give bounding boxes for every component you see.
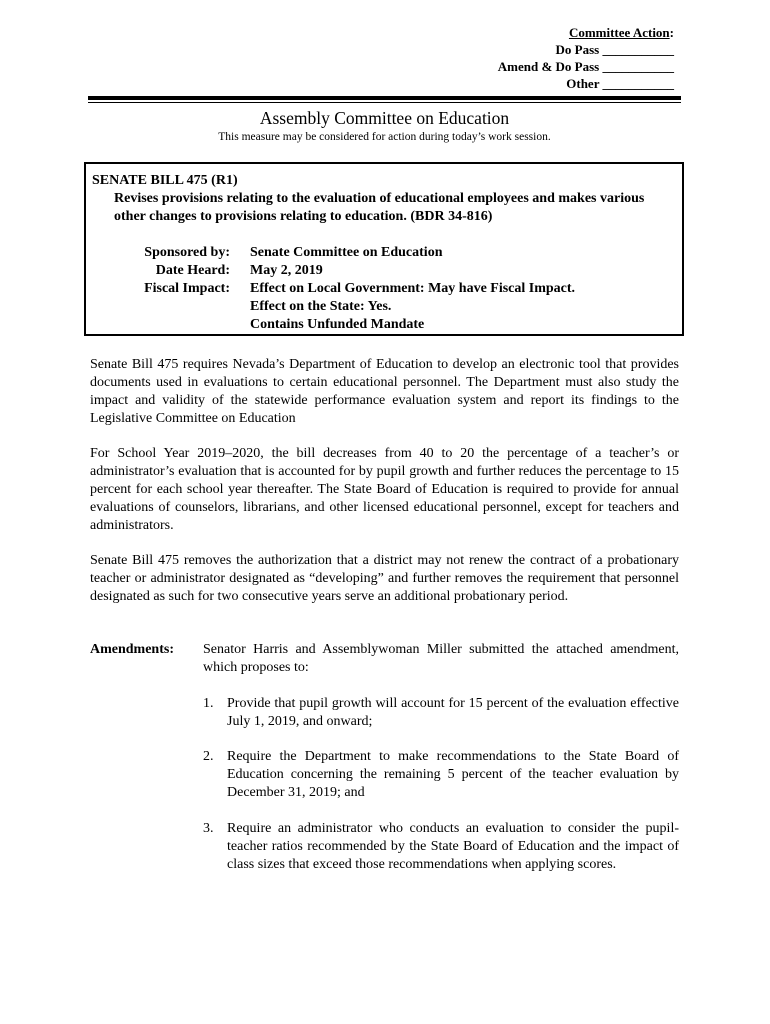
amendment-item-text: Require an administrator who conducts an evaluation to consider the pupil-teacher ratios recommended by the State Board of Education and the impact of class sizes that exceed those recommendations when applying scores.	[227, 821, 679, 872]
amendment-item-number: 3.	[203, 821, 214, 836]
amendment-item-number: 1.	[203, 696, 214, 711]
date-heard-row	[92, 262, 672, 280]
committee-action-heading	[498, 24, 674, 41]
fiscal-impact-local: Effect on Local Government: May have Fiscal Impact.	[250, 281, 576, 296]
amendment-item-number: 2.	[203, 749, 214, 764]
header-divider-thin	[88, 102, 681, 103]
do-pass-label: Do Pass	[555, 42, 600, 57]
other-label: Other	[566, 76, 600, 91]
committee-action-colon: :	[669, 25, 674, 40]
amendment-item	[203, 820, 679, 874]
header-divider-thick	[88, 96, 681, 100]
amendments-intro: Senator Harris and Assemblywoman Miller submitted the attached amendment, which proposes to:	[203, 642, 679, 675]
amendment-item-text: Require the Department to make recommendations to the State Board of Education concerning the remaining 5 percent of the teacher evaluation by December 31, 2019; and	[227, 749, 679, 800]
summary-paragraph-2: For School Year 2019–2020, the bill decreases from 40 to 20 the percentage of a teacher’s or administrator’s evaluation that is accounted for by pupil growth and further reduces the percentage to 15 percent for each school year thereafter. The State Board of Education is required to provide for annual evaluations of counselors, librarians, and other licensed educational personnel, except for teachers and administrators.	[90, 446, 679, 533]
summary-paragraph-1: Senate Bill 475 requires Nevada’s Department of Education to develop an electronic tool that provides documents used in evaluations to certain educational personnel. The Department must also study the impact and validity of the statewide performance evaluation system and report its findings to the Legislative Committee on Education	[90, 357, 679, 426]
sponsored-by-row	[92, 244, 672, 262]
do-pass-blank: ___________	[602, 42, 674, 57]
fiscal-impact-mandate: Contains Unfunded Mandate	[250, 317, 425, 332]
do-pass-line	[498, 41, 674, 58]
bill-meta	[92, 244, 672, 334]
committee-action-block	[498, 24, 674, 92]
other-line	[498, 75, 674, 92]
amendment-item-text: Provide that pupil growth will account for 15 percent of the evaluation effective July 1, 2019, and onward;	[227, 696, 679, 729]
date-heard-value: May 2, 2019	[250, 263, 323, 278]
fiscal-impact-state: Effect on the State: Yes.	[250, 299, 392, 314]
bill-description: Revises provisions relating to the evaluation of educational employees and makes various other changes to provisions relating to education. (BDR 34-816)	[114, 191, 645, 224]
amendment-item	[203, 695, 679, 731]
amendment-item	[203, 748, 679, 802]
amend-do-pass-blank: ___________	[602, 59, 674, 74]
committee-title: Assembly Committee on Education	[259, 108, 510, 128]
fiscal-impact-label: Fiscal Impact:	[144, 281, 230, 296]
other-blank: ___________	[602, 76, 674, 91]
summary-paragraph-3: Senate Bill 475 removes the authorization that a district may not renew the contract of a probationary teacher or administrator designated as “developing” and further removes the requirement that personnel designated as such for two consecutive years serve an additional probationary period.	[90, 553, 679, 604]
sponsored-by-value: Senate Committee on Education	[250, 245, 443, 260]
committee-action-title: Committee Action	[568, 25, 670, 40]
fiscal-impact-row	[92, 280, 672, 334]
amend-do-pass-label: Amend & Do Pass	[497, 59, 600, 74]
sponsored-by-label: Sponsored by:	[144, 245, 230, 260]
amendments-label: Amendments:	[90, 642, 174, 657]
date-heard-label: Date Heard:	[155, 263, 230, 278]
fiscal-impact-values	[250, 280, 575, 334]
work-session-note: This measure may be considered for action during today’s work session.	[218, 131, 551, 143]
bill-number: SENATE BILL 475 (R1)	[92, 173, 238, 188]
bill-summary-box	[84, 162, 684, 336]
amend-do-pass-line	[498, 58, 674, 75]
